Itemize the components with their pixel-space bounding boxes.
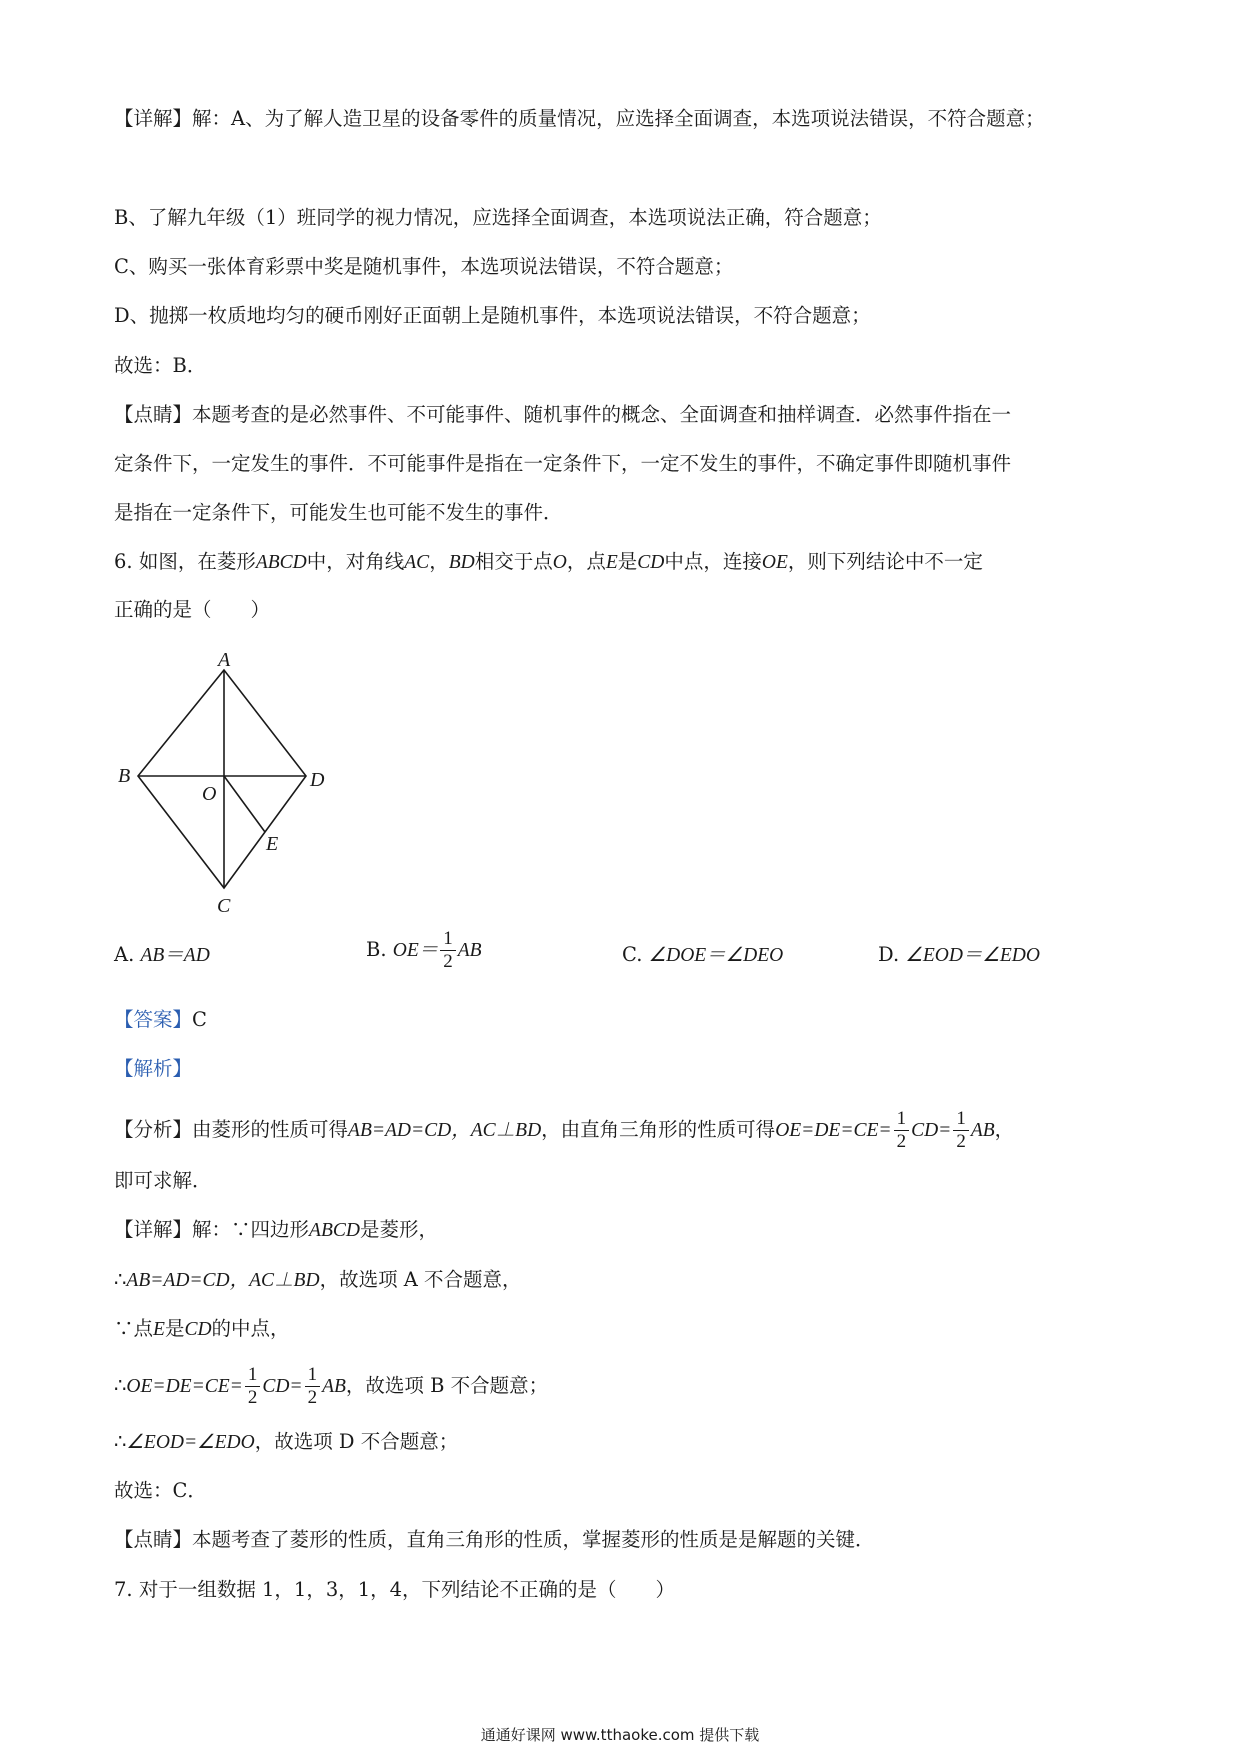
rhombus-figure	[110, 650, 350, 930]
detail-6-line-2: ∴AB=AD=CD，AC⊥BD，故选项 A 不合题意，	[114, 1268, 522, 1291]
question-7-stem: 7. 对于一组数据 1，1，3，1，4，下列结论不正确的是（ ）	[114, 1578, 676, 1601]
comment-line-2: 定条件下，一定发生的事件．不可能事件是指在一定条件下，一定不发生的事件，不确定事件即随机事件	[114, 452, 1012, 475]
fraction-one-half: $\frac{1}{2}$	[440, 928, 456, 973]
option-d: D. ∠EOD＝∠EDO	[878, 943, 1040, 966]
segment-oe	[224, 776, 265, 832]
detail-6-line-1: 【详解】解：∵四边形ABCD是菱形，	[114, 1218, 438, 1241]
fraction-one-half: $\frac{1}{2}$	[894, 1108, 910, 1153]
detail-line-c: C、购买一张体育彩票中奖是随机事件，本选项说法错误，不符合题意；	[114, 255, 734, 278]
choose-line: 故选：B．	[114, 354, 207, 377]
comment-line-1: 【点睛】本题考查的是必然事件、不可能事件、随机事件的概念、全面调查和抽样调查．必然事件指在一	[114, 403, 1012, 426]
analysis-line-2: 即可求解．	[114, 1169, 212, 1192]
choose-line-6: 故选：C．	[114, 1479, 207, 1502]
detail-6-line-3: ∵点E是CD的中点，	[114, 1317, 290, 1340]
fraction-one-half: $\frac{1}{2}$	[305, 1364, 321, 1409]
comment-line-3: 是指在一定条件下，可能发生也可能不发生的事件．	[114, 501, 563, 524]
option-c: C. ∠DOE＝∠DEO	[622, 943, 784, 966]
label-c: C	[217, 895, 231, 917]
detail-line-a: 【详解】解：A、为了解人造卫星的设备零件的质量情况，应选择全面调查，本选项说法错误，不符合题意；	[114, 107, 1045, 130]
rhombus-outline	[138, 670, 306, 888]
label-b: B	[118, 765, 131, 787]
comment-6-line: 【点睛】本题考查了菱形的性质，直角三角形的性质，掌握菱形的性质是是解题的关键．	[114, 1528, 875, 1551]
question-6-stem-line2: 正确的是（ ）	[114, 598, 271, 621]
fraction-one-half: $\frac{1}{2}$	[953, 1108, 969, 1153]
detail-6-line-4: ∴OE=DE=CE= $\frac{1}{2}$ CD= $\frac{1}{2}$ AB，故选项 B 不合题意；	[114, 1364, 549, 1408]
analysis-label: 【解析】	[114, 1057, 193, 1080]
detail-line-b: B、了解九年级（1）班同学的视力情况，应选择全面调查，本选项说法正确，符合题意；	[114, 206, 882, 229]
fraction-one-half: $\frac{1}{2}$	[245, 1364, 261, 1409]
answer-line: 【答案】C	[114, 1008, 207, 1031]
label-a: A	[218, 650, 231, 671]
analysis-line-1: 【分析】由菱形的性质可得AB=AD=CD，AC⊥BD，由直角三角形的性质可得OE=DE=CE= $\frac{1}{2}$ CD= $\frac{1}{2}$ AB，	[114, 1108, 1015, 1152]
option-a: A. AB＝AD	[114, 943, 210, 966]
detail-line-d: D、抛掷一枚质地均匀的硬币刚好正面朝上是随机事件，本选项说法错误，不符合题意；	[114, 304, 871, 327]
page-footer: 通通好课网 www.tthaoke.com 提供下载	[480, 1726, 760, 1744]
question-6-stem: 6. 如图，在菱形ABCD中，对角线AC，BD相交于点O，点E是CD中点，连接OE，则下列结论中不一定	[114, 550, 983, 573]
option-b: B. OE＝ $\frac{1}{2}$ AB	[366, 928, 482, 972]
detail-6-line-5: ∴∠EOD=∠EDO，故选项 D 不合题意；	[114, 1430, 459, 1453]
label-e: E	[266, 833, 279, 855]
label-d: D	[310, 769, 325, 791]
label-o: O	[202, 783, 217, 805]
